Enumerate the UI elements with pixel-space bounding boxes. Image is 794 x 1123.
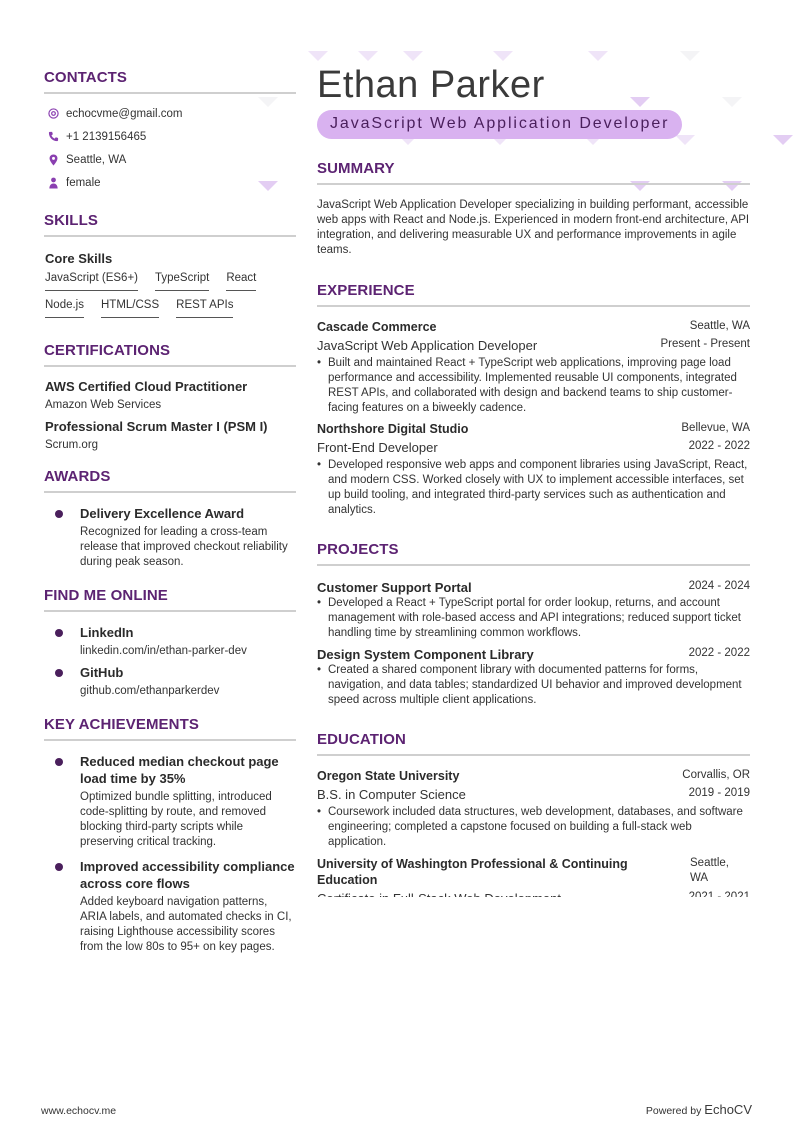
contact-phone[interactable]	[44, 125, 296, 148]
online-item-linkedin[interactable]	[44, 624, 296, 659]
online-link[interactable]: linkedin.com/in/ethan-parker-dev	[80, 645, 247, 657]
company-location: Bellevue, WA	[681, 422, 750, 434]
achievement-item	[44, 858, 296, 955]
school-location: Corvallis, OR	[682, 769, 750, 781]
certification-name: Professional Scrum Master I (PSM I)	[45, 419, 268, 434]
skill-tag: TypeScript	[155, 272, 209, 291]
contact-phone-text: +1 2139156465	[66, 130, 147, 143]
summary-heading: SUMMARY	[317, 160, 750, 185]
company-location: Seattle, WA	[689, 320, 750, 332]
awards-heading: AWARDS	[44, 468, 296, 493]
project-description: • Developed a React + TypeScript portal for order lookup, returns, and account management with role-based access and API integrations; reduced support ticket handling time by streamlining common workflows.	[317, 596, 750, 641]
certification-org: Scrum.org	[45, 439, 99, 451]
education-heading: EDUCATION	[317, 731, 750, 756]
award-text: Recognized for leading a cross-team release that improved checkout reliability during peak season.	[80, 526, 288, 568]
project-description: • Created a shared component library with documented patterns for forms, navigation, and data tables; standardized UI behavior and improved development speed across multiple client applications.	[317, 663, 750, 708]
award-title: Delivery Excellence Award	[80, 506, 245, 521]
contacts-heading: CONTACTS	[44, 69, 296, 94]
skills-heading: SKILLS	[44, 212, 296, 237]
achievement-text: Optimized bundle splitting, introduced code-splitting by route, and removed blocking third-party scripts while preserving critical tracking.	[80, 791, 272, 848]
summary-text: JavaScript Web Application Developer specializing in building performant, accessible web apps with React and Node.js. Experienced in modern front-end architecture, API integration, and delivering measurable UX and performance improvements in agile teams.	[317, 199, 750, 256]
decor-triangle	[308, 51, 328, 61]
decor-triangle	[493, 51, 513, 61]
degree: B.S. in Computer Science	[317, 787, 466, 802]
decor-triangle	[358, 51, 378, 61]
contact-email[interactable]	[44, 102, 296, 125]
education-dates: 2019 - 2019	[688, 787, 750, 799]
decor-triangle	[588, 51, 608, 61]
project-dates: 2022 - 2022	[688, 647, 750, 659]
project-item	[317, 647, 750, 708]
online-title: GitHub	[80, 665, 124, 680]
experience-item	[317, 320, 750, 416]
content-clip	[317, 897, 757, 909]
right-column	[317, 64, 750, 906]
footer-powered-by[interactable]	[646, 1102, 752, 1117]
school-location: Seattle, WA	[690, 857, 729, 884]
project-dates: 2024 - 2024	[688, 580, 750, 592]
person-icon	[47, 177, 59, 189]
online-link[interactable]: github.com/ethanparkerdev	[80, 685, 220, 697]
decor-triangle	[403, 51, 423, 61]
footer-website[interactable]: www.echocv.me	[41, 1105, 117, 1117]
certification-name: AWS Certified Cloud Practitioner	[45, 379, 248, 394]
job-title: JavaScript Web Application Developer	[317, 338, 538, 353]
contact-gender-text: female	[66, 176, 101, 189]
skills-tags	[44, 272, 296, 326]
decor-triangle	[680, 51, 700, 61]
contacts-list	[44, 102, 296, 194]
certification-item	[44, 419, 296, 451]
certifications-heading: CERTIFICATIONS	[44, 342, 296, 367]
company-name: Cascade Commerce	[317, 320, 437, 334]
award-item	[44, 505, 296, 570]
project-name: Design System Component Library	[317, 647, 534, 662]
certification-item	[44, 379, 296, 411]
phone-icon	[47, 131, 59, 143]
job-description: • Developed responsive web apps and component libraries using JavaScript, React, and modern CSS. Worked closely with UX to implement accessible interfaces, set up build tooling, and integrated third-party services such as authentication and analytics.	[317, 458, 750, 518]
contact-email-text: echocvme@gmail.com	[66, 107, 183, 120]
find-me-online-heading: FIND ME ONLINE	[44, 587, 296, 612]
role-badge: JavaScript Web Application Developer	[317, 110, 682, 139]
job-dates: 2022 - 2022	[688, 440, 750, 452]
education-description: • Coursework included data structures, web development, databases, and software engineering; completed a capstone focused on building a full-stack web application.	[317, 805, 750, 850]
contact-location	[44, 148, 296, 171]
decor-triangle	[773, 135, 793, 145]
brand-name: EchoCV	[704, 1102, 752, 1117]
skill-tag: REST APIs	[176, 299, 233, 318]
powered-by-label: Powered by	[645, 1105, 702, 1117]
job-dates: Present - Present	[660, 338, 750, 350]
school-name: University of Washington Professional & Continuing Education	[317, 857, 628, 887]
skill-tag: JavaScript (ES6+)	[45, 272, 138, 291]
certification-org: Amazon Web Services	[45, 399, 162, 411]
experience-heading: EXPERIENCE	[317, 282, 750, 307]
online-title: LinkedIn	[80, 625, 134, 640]
candidate-name: Ethan Parker	[317, 64, 545, 106]
education-item	[317, 769, 750, 850]
location-pin-icon	[47, 154, 59, 166]
contact-gender	[44, 171, 296, 194]
achievement-title: Reduced median checkout page load time by 35%	[80, 754, 279, 786]
achievement-text: Added keyboard navigation patterns, ARIA labels, and automated checks in CI, raising Lighthouse accessibility scores from the low 80s to 95+ on key pages.	[80, 896, 292, 953]
at-icon	[47, 108, 59, 120]
school-name: Oregon State University	[317, 769, 460, 783]
achievement-item	[44, 753, 296, 850]
skills-group-title: Core Skills	[45, 251, 113, 266]
contact-location-text: Seattle, WA	[66, 153, 127, 166]
left-column	[44, 69, 296, 955]
skill-tag: HTML/CSS	[101, 299, 159, 318]
skill-tag: React	[226, 272, 256, 291]
achievement-title: Improved accessibility compliance across core flows	[80, 859, 295, 891]
projects-heading: PROJECTS	[317, 541, 750, 566]
project-item	[317, 580, 750, 641]
job-description: • Built and maintained React + TypeScript web applications, improving page load performance and accessibility. Implemented reusable UI components, integrated REST APIs, and collaborated with design and backend teams to ship customer-facing features on a biweekly cadence.	[317, 356, 750, 416]
skill-tag: Node.js	[45, 299, 84, 318]
job-title: Front-End Developer	[317, 440, 438, 455]
key-achievements-heading: KEY ACHIEVEMENTS	[44, 716, 296, 741]
online-item-github[interactable]	[44, 664, 296, 699]
experience-item	[317, 422, 750, 518]
company-name: Northshore Digital Studio	[317, 422, 469, 436]
project-name: Customer Support Portal	[317, 580, 472, 595]
